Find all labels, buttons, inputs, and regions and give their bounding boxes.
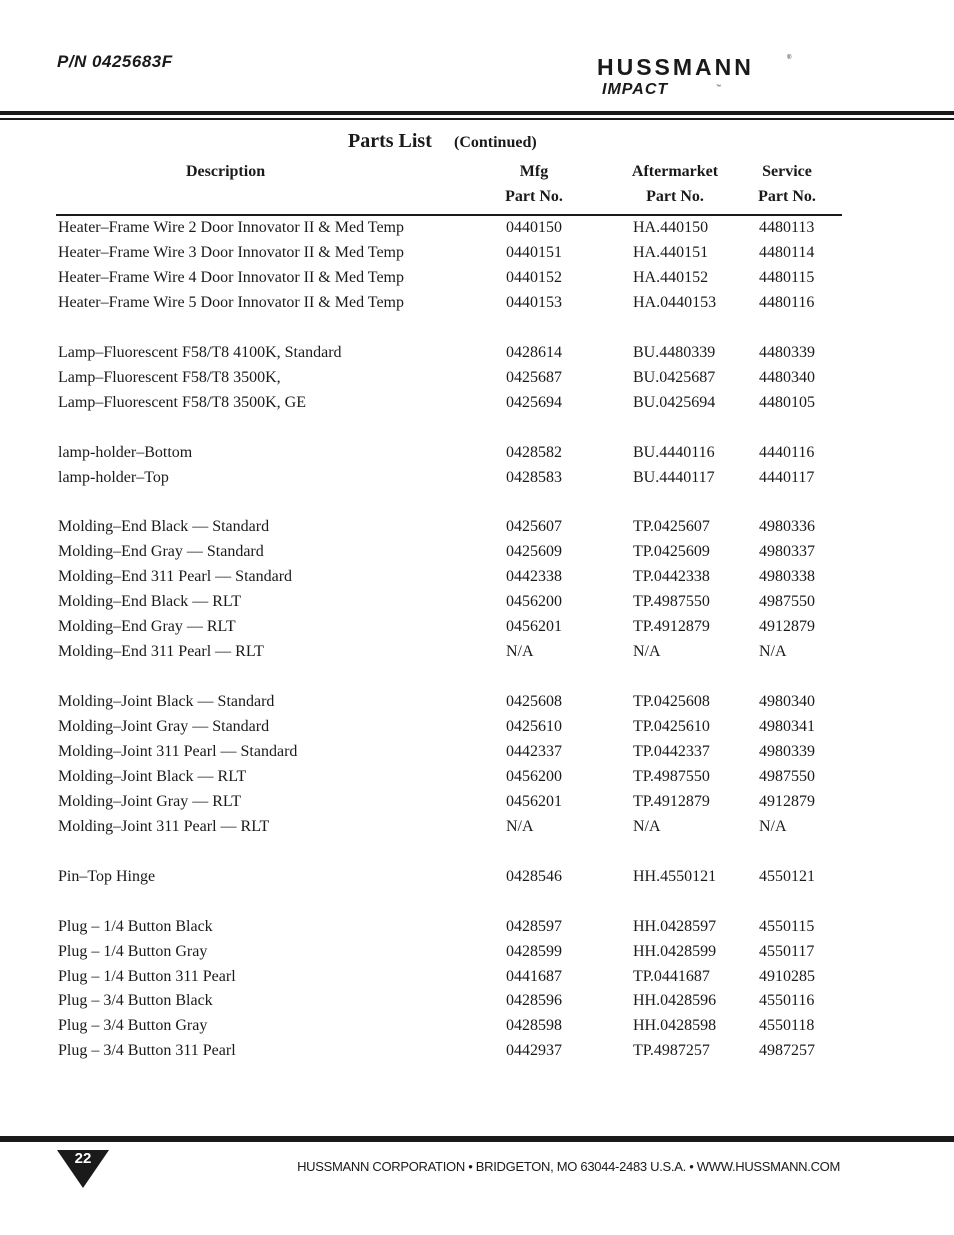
column-header-service-line1: Service [762, 163, 812, 180]
mfg-part-no: 0425694 [506, 393, 562, 411]
table-row [0, 718, 954, 743]
part-description: Molding–Joint Black — RLT [58, 767, 247, 785]
mfg-part-no: 0428598 [506, 1017, 562, 1035]
mfg-part-no: N/A [506, 643, 534, 661]
aftermarket-part-no: HA.440152 [633, 268, 709, 286]
mfg-part-no: 0425687 [506, 368, 562, 386]
table-row [0, 793, 954, 818]
aftermarket-part-no: TP.4987550 [633, 593, 710, 611]
part-description: Plug – 1/4 Button Gray [58, 942, 208, 960]
part-description: Molding–End Black — RLT [58, 593, 241, 611]
table-row [0, 618, 954, 643]
mfg-part-no: 0442338 [506, 568, 562, 586]
mfg-part-no: 0441687 [506, 967, 562, 985]
service-part-no: 4980337 [759, 543, 815, 561]
mfg-part-no: 0456200 [506, 593, 562, 611]
mfg-part-no: 0428582 [506, 443, 562, 461]
table-row [0, 469, 954, 494]
table-row [0, 1017, 954, 1042]
table-row [0, 518, 954, 543]
part-description: Heater–Frame Wire 4 Door Innovator II & Med Temp [58, 268, 404, 286]
column-header-description: Description [186, 163, 266, 180]
service-part-no: 4480339 [759, 343, 815, 361]
part-description: Plug – 3/4 Button 311 Pearl [58, 1042, 236, 1060]
part-number: P/N 0425683F [57, 52, 173, 71]
part-description: Plug – 1/4 Button Black [58, 917, 213, 935]
mfg-part-no: 0425608 [506, 693, 562, 711]
table-row [0, 568, 954, 593]
service-part-no: 4480105 [759, 393, 815, 411]
page-number: 22 [74, 1150, 92, 1167]
table-row [0, 543, 954, 568]
mfg-part-no: 0440152 [506, 268, 562, 286]
aftermarket-part-no: BU.0425687 [633, 368, 716, 386]
column-header-aftermarket-line1: Aftermarket [631, 163, 719, 180]
column-header-service [747, 159, 827, 209]
table-row [0, 643, 954, 668]
aftermarket-part-no: TP.0425610 [633, 718, 710, 735]
part-description: Heater–Frame Wire 5 Door Innovator II & Med Temp [58, 293, 404, 311]
footer-rule [0, 1136, 954, 1142]
table-row [0, 992, 954, 1017]
aftermarket-part-no: TP.4912879 [633, 618, 710, 636]
service-part-no: 4440117 [759, 468, 815, 486]
column-header-mfg-line2: Part No. [505, 188, 563, 205]
service-part-no: 4550116 [759, 992, 815, 1010]
aftermarket-part-no: HH.0428597 [633, 917, 717, 935]
aftermarket-part-no: TP.4987550 [633, 767, 710, 785]
brand-name: HUSSMANN [597, 54, 754, 80]
table-row [0, 743, 954, 768]
service-part-no: N/A [759, 817, 787, 835]
table-row [0, 444, 954, 469]
service-part-no: 4987550 [759, 593, 815, 611]
service-part-no: 4480116 [759, 293, 815, 311]
service-part-no: 4912879 [759, 792, 815, 810]
service-part-no: 4980336 [759, 518, 815, 536]
service-part-no: N/A [759, 643, 787, 661]
table-row [0, 693, 954, 718]
aftermarket-part-no: TP.4912879 [633, 792, 710, 810]
service-part-no: 4440116 [759, 443, 815, 461]
column-header-aftermarket-line2: Part No. [646, 188, 704, 205]
mfg-part-no: 0428546 [506, 867, 562, 885]
part-description: Plug – 3/4 Button Black [58, 992, 213, 1010]
part-description: Molding–Joint Gray — RLT [58, 792, 241, 810]
service-part-no: 4480115 [759, 268, 815, 286]
mfg-part-no: 0425610 [506, 718, 562, 735]
part-description: lamp-holder–Bottom [58, 443, 193, 461]
mfg-part-no: 0456200 [506, 767, 562, 785]
service-part-no: 4480114 [759, 243, 815, 261]
part-description: lamp-holder–Top [58, 468, 169, 486]
table-row [0, 868, 954, 893]
part-description: Molding–Joint Gray — Standard [58, 718, 270, 735]
table-row [0, 369, 954, 394]
part-description: Molding–Joint 311 Pearl — RLT [58, 817, 270, 835]
table-row [0, 818, 954, 843]
aftermarket-part-no: TP.0425607 [633, 518, 710, 536]
table-row [0, 768, 954, 793]
mfg-part-no: 0428596 [506, 992, 562, 1010]
aftermarket-part-no: BU.4440117 [633, 468, 715, 486]
service-part-no: 4550118 [759, 1017, 815, 1035]
table-row [0, 1042, 954, 1067]
service-part-no: 4980341 [759, 718, 815, 735]
mfg-part-no: 0456201 [506, 792, 562, 810]
service-part-no: 4987257 [759, 1042, 815, 1060]
table-row [0, 269, 954, 294]
table-row [0, 394, 954, 419]
table-row [0, 593, 954, 618]
footer-company-info: HUSSMANN CORPORATION • BRIDGETON, MO 63044-2483 U.S.A. • WWW.HUSSMANN.COM [297, 1159, 840, 1174]
service-part-no: 4480340 [759, 368, 815, 386]
service-part-no: 4987550 [759, 767, 815, 785]
aftermarket-part-no: HH.0428598 [633, 1017, 717, 1035]
table-row [0, 294, 954, 319]
trademark-mark: ™ [716, 84, 721, 90]
mfg-part-no: 0425609 [506, 543, 562, 561]
service-part-no: 4910285 [759, 967, 815, 985]
column-header-service-line2: Part No. [758, 188, 816, 205]
part-description: Heater–Frame Wire 3 Door Innovator II & Med Temp [58, 243, 404, 261]
service-part-no: 4550117 [759, 942, 815, 960]
aftermarket-part-no: HA.440150 [633, 219, 709, 236]
aftermarket-part-no: TP.4987257 [633, 1042, 710, 1060]
part-description: Molding–End 311 Pearl — Standard [58, 568, 293, 586]
part-description: Pin–Top Hinge [58, 867, 156, 885]
column-header-mfg [494, 159, 574, 209]
service-part-no: 4912879 [759, 618, 815, 636]
table-row [0, 968, 954, 993]
column-header-mfg-line1: Mfg [519, 163, 549, 180]
service-part-no: 4480113 [759, 219, 815, 236]
mfg-part-no: 0428599 [506, 942, 562, 960]
aftermarket-part-no: N/A [633, 817, 661, 835]
header-rule-thick [0, 111, 954, 115]
page-title-continued: (Continued) [454, 134, 537, 151]
part-description: Plug – 1/4 Button 311 Pearl [58, 967, 236, 985]
part-description: Molding–End 311 Pearl — RLT [58, 643, 264, 661]
table-row [0, 918, 954, 943]
aftermarket-part-no: HH.0428596 [633, 992, 717, 1010]
mfg-part-no: 0440150 [506, 219, 562, 236]
mfg-part-no: 0442937 [506, 1042, 562, 1060]
aftermarket-part-no: TP.0425609 [633, 543, 710, 561]
aftermarket-part-no: TP.0442338 [633, 568, 710, 586]
aftermarket-part-no: N/A [633, 643, 661, 661]
aftermarket-part-no: TP.0425608 [633, 693, 710, 711]
mfg-part-no: N/A [506, 817, 534, 835]
product-name: IMPACT [602, 81, 669, 98]
aftermarket-part-no: HH.4550121 [633, 867, 717, 885]
aftermarket-part-no: BU.0425694 [633, 393, 716, 411]
aftermarket-part-no: HA.440151 [633, 243, 709, 261]
part-description: Molding–End Gray — RLT [58, 618, 236, 636]
part-description: Plug – 3/4 Button Gray [58, 1017, 208, 1035]
table-row [0, 943, 954, 968]
service-part-no: 4550115 [759, 917, 815, 935]
aftermarket-part-no: BU.4440116 [633, 443, 715, 461]
part-description: Molding–End Black — Standard [58, 518, 270, 536]
mfg-part-no: 0428583 [506, 468, 562, 486]
part-description: Molding–Joint 311 Pearl — Standard [58, 742, 298, 760]
header-bottom-rule [56, 214, 842, 216]
aftermarket-part-no: HA.0440153 [633, 293, 717, 311]
table-row [0, 244, 954, 269]
mfg-part-no: 0456201 [506, 618, 562, 636]
header-rule-thin [0, 118, 954, 120]
part-description: Molding–End Gray — Standard [58, 543, 264, 561]
part-description: Molding–Joint Black — Standard [58, 693, 275, 711]
page-title: Parts List [348, 130, 432, 152]
part-description: Heater–Frame Wire 2 Door Innovator II & Med Temp [58, 219, 404, 236]
mfg-part-no: 0428597 [506, 917, 562, 935]
table-row [0, 344, 954, 369]
service-part-no: 4980339 [759, 742, 815, 760]
mfg-part-no: 0440153 [506, 293, 562, 311]
aftermarket-part-no: HH.0428599 [633, 942, 717, 960]
service-part-no: 4550121 [759, 867, 815, 885]
aftermarket-part-no: TP.0442337 [633, 742, 710, 760]
mfg-part-no: 0440151 [506, 243, 562, 261]
aftermarket-part-no: TP.0441687 [633, 967, 710, 985]
registered-mark: ® [787, 55, 792, 61]
mfg-part-no: 0425607 [506, 518, 562, 536]
part-description: Lamp–Fluorescent F58/T8 3500K, [58, 368, 281, 386]
table-row [0, 219, 954, 244]
service-part-no: 4980338 [759, 568, 815, 586]
mfg-part-no: 0442337 [506, 742, 562, 760]
service-part-no: 4980340 [759, 693, 815, 711]
part-description: Lamp–Fluorescent F58/T8 3500K, GE [58, 393, 306, 411]
mfg-part-no: 0428614 [506, 343, 562, 361]
aftermarket-part-no: BU.4480339 [633, 343, 716, 361]
part-description: Lamp–Fluorescent F58/T8 4100K, Standard [58, 343, 342, 361]
column-header-aftermarket [625, 159, 725, 209]
